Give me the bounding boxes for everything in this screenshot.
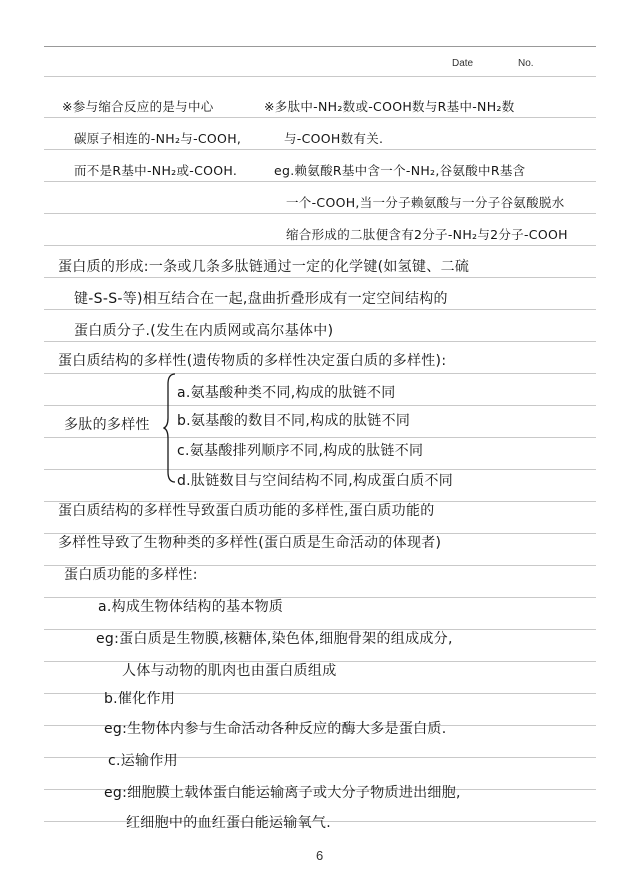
function-item-c: c.运输作用 — [108, 753, 178, 769]
ruled-line — [44, 149, 596, 150]
polypeptide-diversity-label: 多肽的多样性 — [64, 417, 150, 433]
causal-line: 多样性导致了生物种类的多样性(蛋白质是生命活动的体现者) — [58, 535, 442, 551]
page-number: 6 — [316, 848, 324, 863]
right-note-line: ※多肽中-NH₂数或-COOH数与R基中-NH₂数 — [264, 99, 515, 114]
left-note-line: 碳原子相连的-NH₂与-COOH, — [74, 131, 242, 146]
formation-line: 蛋白质分子.(发生在内质网或高尔基体中) — [74, 323, 334, 339]
ruled-line — [44, 373, 596, 374]
formation-line: 键-S-S-等)相互结合在一起,盘曲折叠形成有一定空间结构的 — [74, 291, 448, 307]
formation-line: 蛋白质的形成:一条或几条多肽链通过一定的化学键(如氢键、二硫 — [58, 259, 470, 275]
curly-brace — [163, 372, 177, 484]
function-heading: 蛋白质功能的多样性: — [64, 567, 198, 583]
ruled-line — [44, 437, 596, 438]
function-example: eg:生物体内参与生命活动各种反应的酶大多是蛋白质. — [104, 721, 447, 737]
number-label: No. — [518, 58, 534, 69]
ruled-line — [44, 213, 596, 214]
diversity-item: c.氨基酸排列顺序不同,构成的肽链不同 — [177, 443, 424, 459]
ruled-line — [44, 117, 596, 118]
causal-line: 蛋白质结构的多样性导致蛋白质功能的多样性,蛋白质功能的 — [58, 503, 435, 519]
ruled-line — [44, 181, 596, 182]
function-example: 红细胞中的血红蛋白能运输氧气. — [126, 815, 331, 831]
header-rule — [44, 46, 596, 47]
right-note-line: 缩合形成的二肽便含有2分子-NH₂与2分子-COOH — [286, 227, 568, 242]
function-example: 人体与动物的肌肉也由蛋白质组成 — [122, 663, 337, 679]
ruled-line — [44, 405, 596, 406]
function-item-b: b.催化作用 — [104, 691, 176, 707]
diversity-item: b.氨基酸的数目不同,构成的肽链不同 — [177, 413, 411, 429]
left-note-line: ※参与缩合反应的是与中心 — [62, 99, 214, 114]
ruled-line — [44, 341, 596, 342]
diversity-heading: 蛋白质结构的多样性(遗传物质的多样性决定蛋白质的多样性): — [58, 353, 447, 369]
ruled-line — [44, 309, 596, 310]
left-note-line: 而不是R基中-NH₂或-COOH. — [74, 163, 238, 178]
right-note-line: eg.赖氨酸R基中含一个-NH₂,谷氨酸中R基含 — [274, 163, 526, 178]
header-bottom-rule — [44, 76, 596, 77]
function-example: eg:细胞膜上载体蛋白能运输离子或大分子物质进出细胞, — [104, 785, 461, 801]
date-label: Date — [452, 58, 474, 69]
function-item-a: a.构成生物体结构的基本物质 — [98, 599, 284, 615]
ruled-line — [44, 277, 596, 278]
diversity-item: a.氨基酸种类不同,构成的肽链不同 — [177, 385, 396, 401]
ruled-line — [44, 245, 596, 246]
right-note-line: 与-COOH数有关. — [284, 131, 384, 146]
right-note-line: 一个-COOH,当一分子赖氨酸与一分子谷氨酸脱水 — [286, 195, 565, 210]
function-example: eg:蛋白质是生物膜,核糖体,染色体,细胞骨架的组成成分, — [96, 631, 453, 647]
diversity-item: d.肽链数目与空间结构不同,构成蛋白质不同 — [177, 473, 454, 489]
